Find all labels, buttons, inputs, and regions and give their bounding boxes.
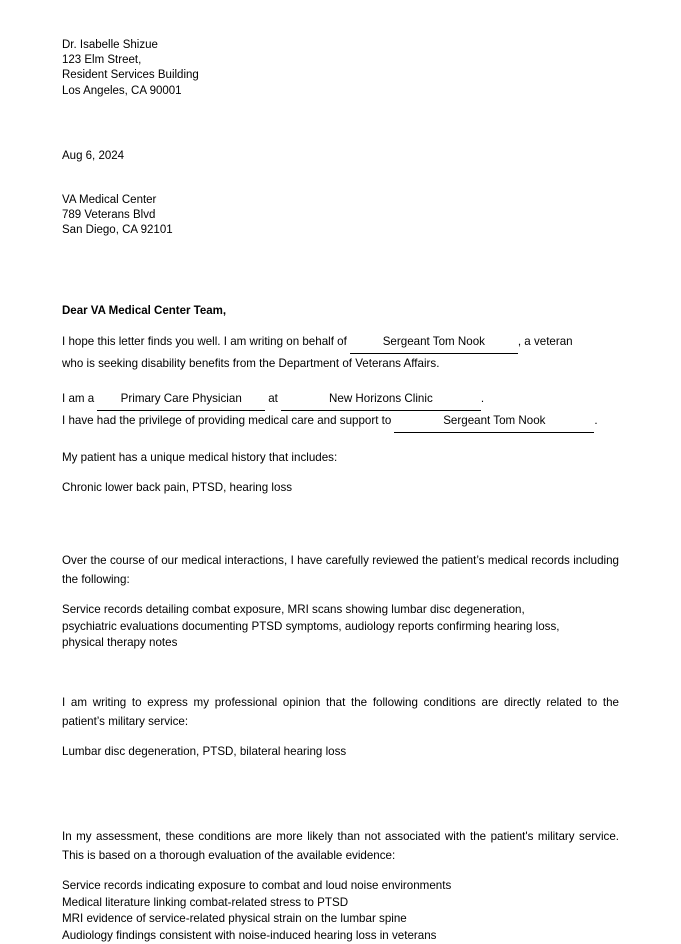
recipient-street: 789 Veterans Blvd <box>62 209 156 222</box>
spacer-3 <box>62 760 619 812</box>
role-middle-text: at <box>268 391 278 405</box>
assessment-intro: In my assessment, these conditions are more likely than not associated with the patient's military service. This is based on a thorough evaluation of the available evidence: <box>62 830 619 863</box>
evidence-list <box>62 878 619 944</box>
veteran-name-field[interactable]: Sergeant Tom Nook <box>350 332 518 354</box>
sender-building: Resident Services Building <box>62 69 199 82</box>
intro-text-after: , a veteran <box>517 334 573 348</box>
evidence-item: Audiology findings consistent with noise-induced hearing loss in veterans <box>62 928 437 942</box>
records-value-line-1: Service records detailing combat exposure, MRI scans showing lumbar disc degeneration, <box>62 603 525 617</box>
spacer-2 <box>62 652 619 678</box>
intro-line-2: who is seeking disability benefits from the Department of Veterans Affairs. <box>62 356 440 370</box>
salutation: Dear VA Medical Center Team, <box>62 304 227 317</box>
opinion-value <box>62 744 619 761</box>
opinion-value-text: Lumbar disc degeneration, PTSD, bilateral hearing loss <box>62 744 347 758</box>
letter-date: Aug 6, 2024 <box>62 149 125 162</box>
privilege-suffix-text: . <box>594 413 598 427</box>
role-field[interactable]: Primary Care Physician <box>97 389 265 411</box>
privilege-prefix-text: I have had the privilege of providing medical care and support to <box>62 413 392 427</box>
sender-city-state-zip: Los Angeles, CA 90001 <box>62 84 182 97</box>
recipient-city-state-zip: San Diego, CA 92101 <box>62 224 173 237</box>
role-suffix-text: . <box>480 391 485 405</box>
recipient-address-block <box>62 193 619 239</box>
privilege-name-field[interactable]: Sergeant Tom Nook <box>394 411 594 433</box>
role-line <box>62 389 619 411</box>
recipient-name: VA Medical Center <box>62 194 157 207</box>
evidence-item: Service records indicating exposure to combat and loud noise environments <box>62 879 452 893</box>
records-intro: Over the course of our medical interactions, I have carefully reviewed the patient’s medical records including the following: <box>62 554 619 587</box>
history-intro: My patient has a unique medical history that includes: <box>62 450 338 464</box>
history-value-text: Chronic lower back pain, PTSD, hearing loss <box>62 480 293 494</box>
sender-street: 123 Elm Street, <box>62 54 142 67</box>
sender-address-block <box>62 38 619 99</box>
role-prefix-text: I am a <box>62 391 95 405</box>
history-value <box>62 480 619 497</box>
intro-text-before: I hope this letter finds you well. I am writing on behalf of <box>62 334 347 348</box>
sender-name: Dr. Isabelle Shizue <box>62 39 158 51</box>
intro-line-1 <box>62 332 619 354</box>
role-paragraph <box>62 389 619 433</box>
evidence-item: MRI evidence of service-related physical strain on the lumbar spine <box>62 912 407 926</box>
spacer-1 <box>62 496 619 536</box>
organization-field[interactable]: New Horizons Clinic <box>281 389 481 411</box>
records-value-line-3: physical therapy notes <box>62 636 178 650</box>
privilege-line <box>62 411 619 433</box>
intro-paragraph <box>62 332 619 374</box>
records-value <box>62 602 619 652</box>
opinion-intro: I am writing to express my professional opinion that the following conditions are directly related to the patient’s military service: <box>62 695 619 728</box>
evidence-item: Medical literature linking combat-related stress to PTSD <box>62 895 349 909</box>
records-value-line-2: psychiatric evaluations documenting PTSD symptoms, audiology reports confirming hearing loss, <box>62 619 560 633</box>
